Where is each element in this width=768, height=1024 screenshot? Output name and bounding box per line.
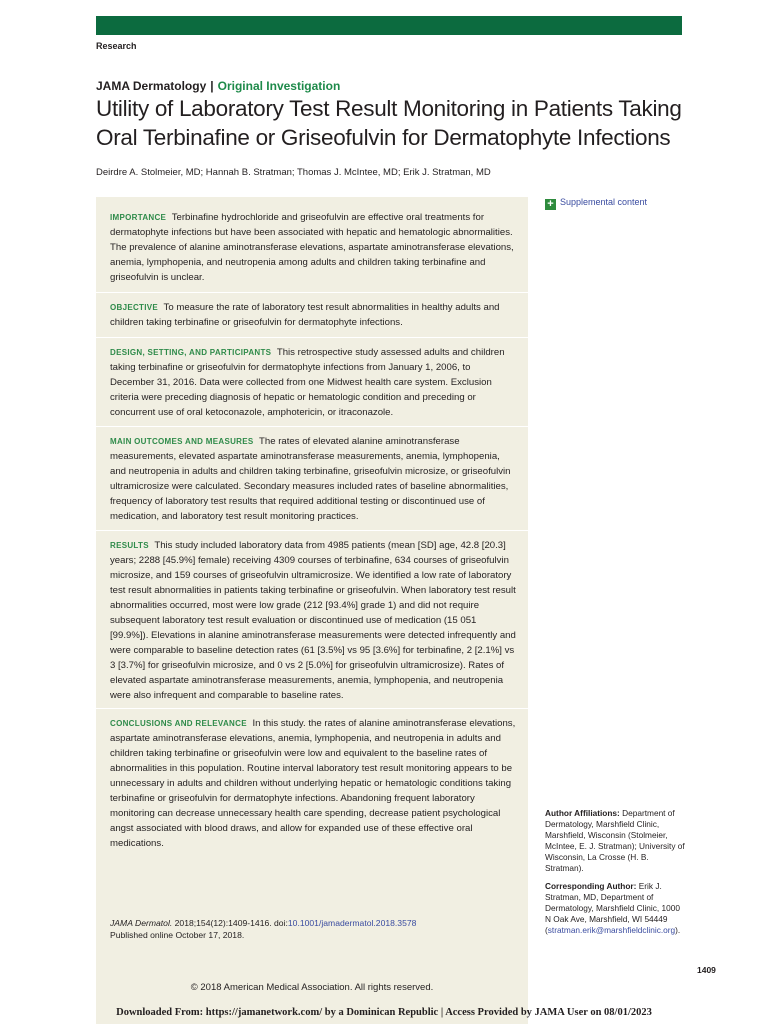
section-divider [96, 530, 528, 531]
supplemental-label: Supplemental content [560, 197, 648, 207]
abstract-heading: IMPORTANCE [110, 213, 167, 222]
abstract-importance [110, 210, 516, 285]
section-divider [96, 426, 528, 427]
citation-details: 2018;154(12):1409-1416. doi: [174, 918, 288, 928]
page-number: 1409 [697, 965, 716, 975]
journal-name: JAMA Dermatology [96, 79, 207, 93]
publication-date: Published online October 17, 2018. [110, 930, 245, 940]
section-divider [96, 708, 528, 709]
abstract-heading: CONCLUSIONS AND RELEVANCE [110, 719, 247, 728]
abstract-results [110, 538, 516, 703]
content-type: Original Investigation [217, 79, 341, 93]
download-notice: Downloaded From: https://jamanetwork.com/ by a Dominican Republic | Access Provided by JAMA User on 08/01/2023 [116, 1007, 652, 1018]
journal-line [96, 79, 340, 93]
abstract-text: The rates of elevated alanine aminotransferase measurements, elevated aspartate aminotransferase measurements, anemia, lymphopenia, and neutropenia in adults and children taking terbinafine, griseofulvin microsize, or griseofulvin ultramicrosize were calculated. Secondary measures included rates of baseline abnormalities, frequency of laboratory test results that required additional testing or discontinued use of medication, and laboratory test result monitoring practices. [110, 436, 511, 522]
corresponding-label: Corresponding Author: [545, 881, 637, 891]
abstract-heading: DESIGN, SETTING, AND PARTICIPANTS [110, 348, 272, 357]
doi-link[interactable]: 10.1001/jamadermatol.2018.3578 [287, 918, 417, 928]
abstract-design [110, 345, 516, 420]
corresponding-email-link[interactable]: stratman.erik@marshfieldclinic.org [547, 925, 676, 935]
corresponding-text: Erik J. Stratman, MD, Department of Dermatology, Marshfield Clinic, 1000 N Oak Ave, Marshfield, WI 54449 [545, 881, 680, 924]
abstract-conclusions [110, 716, 516, 851]
abstract-heading: RESULTS [110, 541, 149, 550]
affiliations-label: Author Affiliations: [545, 808, 620, 818]
section-divider [96, 292, 528, 293]
supplemental-content-link[interactable] [545, 197, 647, 210]
affiliations-text: Department of Dermatology, Marshfield Clinic, Marshfield, Wisconsin (Stolmeier, McIntee, E. J. Stratman); University of Wisconsin, La Crosse (H. B. Stratman). [545, 808, 685, 873]
abstract-heading: MAIN OUTCOMES AND MEASURES [110, 437, 254, 446]
abstract-text: This study included laboratory data from 4985 patients (mean [SD] age, 42.8 [20.3] years; 2288 [45.9%] female) receiving 4309 courses of terbinafine, 634 courses of griseofulvin microsize, and 159 courses of griseofulvin ultramicrosize. We identified a low rate of laboratory test result abnormalities in patients taking terbinafine or griseofulvin. When laboratory test result abnormalities occurred, most were low grade (212 [93.4%] grade 1) and did not require subsequent laboratory test result evaluation or discontinued use of medication (15 051 [99.9%]). Elevations in alanine aminotransferase measurements were detected infrequently and were comparable to baseline detection rates (61 [3.5%] vs 95 [3.6%] for terbinafine, 2 [2.1%] vs 3 [3.7%] for griseofulvin microsize, and 0 vs 2 [5.0%] for griseofulvin ultramicrosize). Rates of elevated aspartate aminotransferase measurements, anemia, lymphopenia, and neutropenia were also infrequent and comparable to baseline rates. [110, 540, 516, 701]
author-affiliations [545, 808, 687, 874]
abstract-text: In this study. the rates of alanine aminotransferase elevations, aspartate aminotransferase elevations, anemia, lymphopenia, and neutropenia in adults and children taking terbinafine or griseofulvin were low and equivalent to the baseline rates of abnormalities in this population. Routine interval laboratory test result monitoring appears to be unnecessary in adults and children without underlying hepatic or hematologic conditions taking terbinafine or griseofulvin for dermatophyte infections. Abandoning frequent laboratory monitoring can decrease unnecessary health care spending, decrease patient psychological angst associated with blood draws, and allow for expanded use of these effective oral medications. [110, 718, 516, 849]
citation [110, 917, 416, 941]
section-divider [96, 337, 528, 338]
citation-line [110, 917, 416, 929]
article-title: Utility of Laboratory Test Result Monitoring in Patients Taking Oral Terbinafine or Griseofulvin for Dermatophyte Infections [96, 96, 682, 150]
copyright-notice: © 2018 American Medical Association. All rights reserved. [190, 982, 434, 993]
corresponding-author: Corresponding Author: Erik J. Stratman, MD, Department of Dermatology, Marshfield Clinic, 1000 N Oak Ave, Marshfield, WI 54449 (stratman.erik@marshfieldclinic.org). [545, 881, 681, 935]
plus-icon: + [545, 199, 556, 210]
section-label: Research [96, 41, 137, 51]
author-list: Deirdre A. Stolmeier, MD; Hannah B. Stratman; Thomas J. McIntee, MD; Erik J. Stratman, MD [96, 167, 491, 178]
abstract-heading: OBJECTIVE [110, 303, 159, 312]
abstract-text: Terbinafine hydrochloride and griseofulvin are effective oral treatments for dermatophyte infections but have been associated with hepatic and hematologic abnormalities. The prevalence of alanine aminotransferase elevations, aspartate aminotransferase elevations, anemia, lymphopenia, and neutropenia among adults and children taking terbinafine and griseofulvin is unclear. [110, 212, 514, 283]
journal-separator: | [210, 79, 214, 93]
abstract-outcomes [110, 434, 516, 524]
abstract-text: To measure the rate of laboratory test result abnormalities in healthy adults and children taking terbinafine or griseofulvin for dermatophyte infections. [110, 302, 500, 328]
abstract-text: This retrospective study assessed adults and children taking terbinafine or griseofulvin for dermatophyte infections from January 1, 2006, to December 31, 2016. Data were collected from one Midwest health care system. Exclusion criteria were preceding diagnosis of hepatic or hematologic condition and preceding or concurrent use of oral ketoconazole, amphotericin, or itraconazole. [110, 347, 505, 418]
citation-journal: JAMA Dermatol. [110, 918, 173, 928]
abstract-objective [110, 300, 516, 330]
journal-color-bar [96, 16, 682, 35]
